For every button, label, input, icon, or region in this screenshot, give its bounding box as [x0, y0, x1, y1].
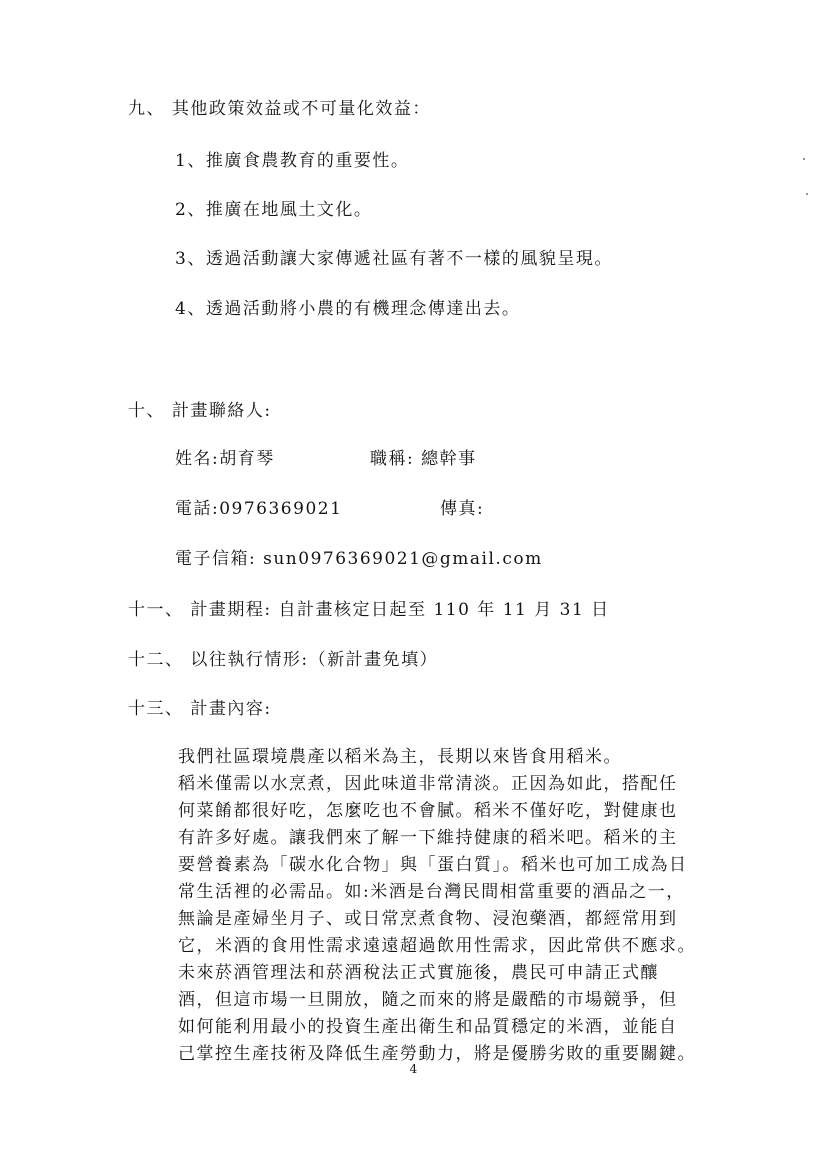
- body-line: 它，米酒的食用性需求遠遠超過飲用性需求，因此常供不應求。: [178, 936, 696, 956]
- contact-phone: 電話:0976369021: [175, 499, 343, 519]
- section-9-item-2: 2、推廣在地風土文化。: [175, 200, 373, 220]
- body-line: 我們社區環境農產以稻米為主，長期以來皆食用稻米。: [178, 747, 622, 767]
- body-line: 有許多好處。讓我們來了解一下維持健康的稻米吧。稻米的主: [178, 828, 678, 848]
- scan-speck: [803, 158, 805, 160]
- section-10-heading: 十、 計畫聯絡人:: [128, 401, 272, 421]
- body-line: 無論是產婦坐月子、或日常烹煮食物、浸泡藥酒，都經常用到: [178, 909, 678, 929]
- section-9-item-1: 1、推廣食農教育的重要性。: [175, 151, 410, 171]
- body-line: 常生活裡的必需品。如:米酒是台灣民間相當重要的酒品之一，: [178, 882, 685, 902]
- body-line: 何菜餚都很好吃，怎麼吃也不會膩。稻米不僅好吃，對健康也: [178, 801, 678, 821]
- contact-title: 職稱: 總幹事: [370, 449, 477, 469]
- section-13-body: [178, 744, 708, 1068]
- section-9-item-4: 4、透過活動將小農的有機理念傳達出去。: [175, 299, 521, 319]
- section-11-heading: 十一、 計畫期程: 自計畫核定日起至 110 年 11 月 31 日: [128, 600, 610, 620]
- body-line: 酒，但這市場一旦開放，隨之而來的將是嚴酷的市場競爭，但: [178, 990, 678, 1010]
- page-number: 4: [409, 1062, 418, 1076]
- body-line: 未來菸酒管理法和菸酒稅法正式實施後，農民可申請正式釀: [178, 963, 659, 983]
- section-9-item-3: 3、透過活動讓大家傳遞社區有著不一樣的風貌呈現。: [175, 249, 613, 269]
- body-line: 己掌控生產技術及降低生產勞動力，將是優勝劣敗的重要關鍵。: [178, 1044, 696, 1064]
- body-line: 要營養素為「碳水化合物」與「蛋白質」。稻米也可加工成為日: [178, 855, 688, 875]
- body-line: 稻米僅需以水烹煮，因此味道非常清淡。正因為如此，搭配任: [178, 774, 678, 794]
- section-13-heading: 十三、 計畫內容:: [128, 699, 272, 719]
- scan-speck: [806, 193, 808, 195]
- contact-name: 姓名:胡育琴: [175, 449, 275, 469]
- contact-fax: 傳真:: [440, 499, 485, 519]
- section-9-heading: 九、 其他政策效益或不可量化效益：: [128, 99, 431, 119]
- body-line: 如何能利用最小的投資生產出衛生和品質穩定的米酒，並能自: [178, 1017, 678, 1037]
- section-12-heading: 十二、 以往執行情形:（新計畫免填）: [128, 650, 439, 670]
- contact-email: 電子信箱: sun0976369021@gmail.com: [175, 549, 543, 569]
